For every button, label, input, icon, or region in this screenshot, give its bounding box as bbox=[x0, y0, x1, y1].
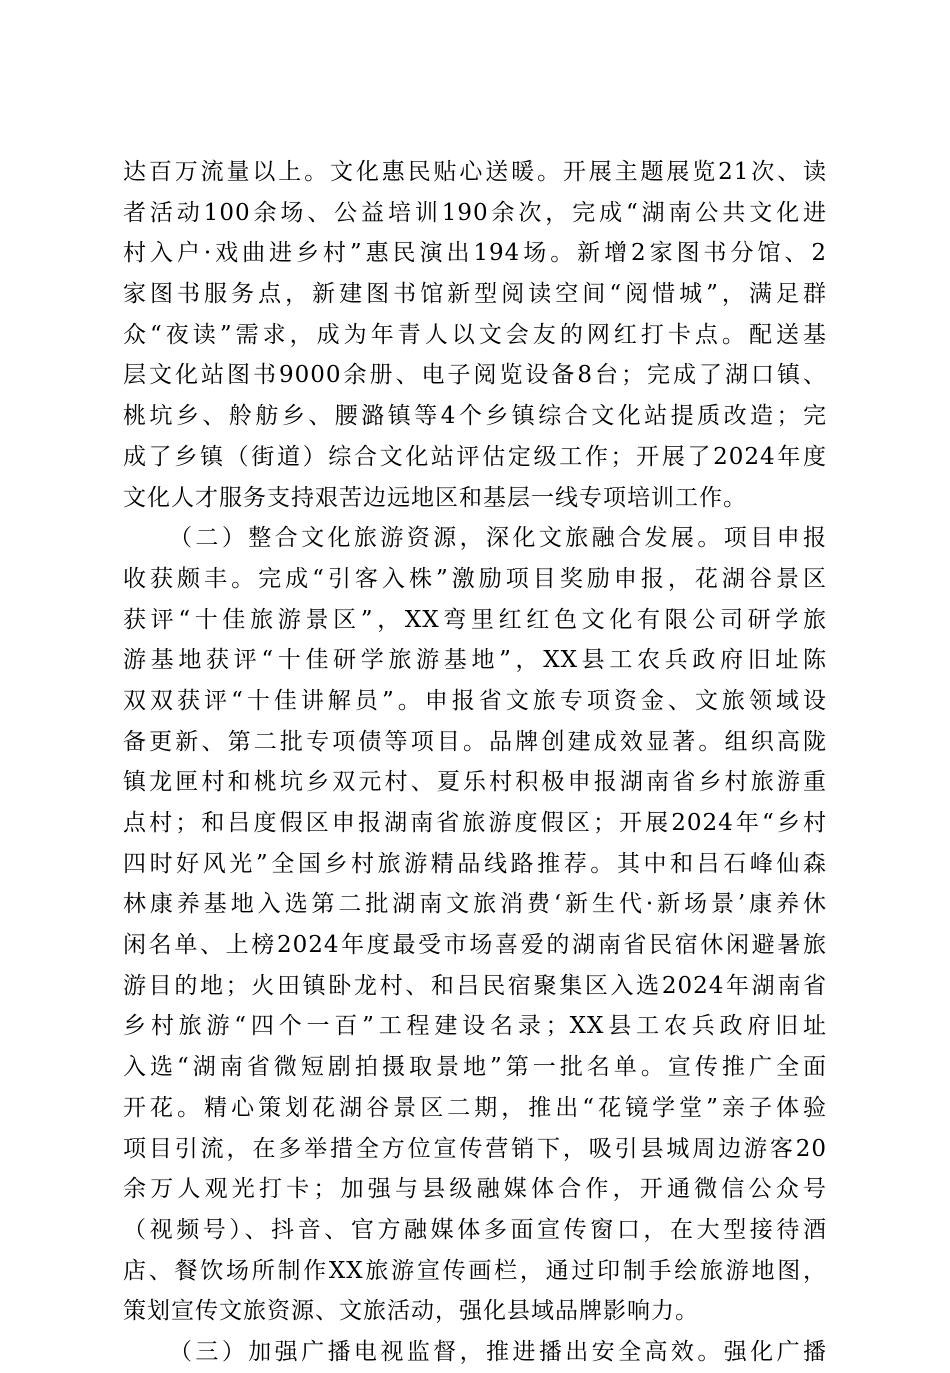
section-heading-line: （三）加强广播电视监督，推进播出安全高效。强化广播 bbox=[169, 1338, 827, 1365]
text-line: 游基地获评“十佳研学旅游基地”，XX县工农兵政府旧址陈 bbox=[123, 647, 827, 674]
text-line: 策划宣传文旅资源、文旅活动，强化县域品牌影响力。 bbox=[123, 1298, 699, 1325]
text-line: 获评“十佳旅游景区”，XX弯里红红色文化有限公司研学旅 bbox=[123, 606, 827, 633]
text-line: （视频号）、抖音、官方融媒体多面宣传窗口，在大型接待酒 bbox=[123, 1216, 827, 1243]
text-line: 四时好风光”全国乡村旅游精品线路推荐。其中和吕石峰仙森 bbox=[123, 850, 827, 877]
text-line: 成了乡镇（街道）综合文化站评估定级工作；开展了2024年度 bbox=[123, 443, 827, 470]
text-line: 乡村旅游“四个一百”工程建设名录；XX县工农兵政府旧址 bbox=[123, 1013, 827, 1040]
text-line: 双双获评“十佳讲解员”。申报省文旅专项资金、文旅领域设 bbox=[123, 687, 827, 714]
text-line: 项目引流，在多举措全方位宣传营销下，吸引县城周边游客20 bbox=[123, 1135, 827, 1162]
text-line: 林康养基地入选第二批湖南文旅消费‘新生代·新场景’康养休 bbox=[123, 891, 827, 918]
document-body bbox=[123, 152, 827, 1373]
text-line: 众“夜读”需求，成为年青人以文会友的网红打卡点。配送基 bbox=[123, 321, 827, 348]
text-line: 游目的地；火田镇卧龙村、和吕民宿聚集区入选2024年湖南省 bbox=[123, 972, 827, 999]
text-line: 文化人才服务支持艰苦边远地区和基层一线专项培训工作。 bbox=[123, 484, 747, 511]
text-line: 家图书服务点，新建图书馆新型阅读空间“阅惜城”，满足群 bbox=[123, 281, 827, 308]
text-line: 开花。精心策划花湖谷景区二期，推出“花镜学堂”亲子体验 bbox=[123, 1094, 827, 1121]
text-line: 者活动100余场、公益培训190余次，完成“湖南公共文化进 bbox=[123, 199, 827, 226]
text-line: 层文化站图书9000余册、电子阅览设备8台；完成了湖口镇、 bbox=[123, 362, 827, 389]
text-line: 村入户·戏曲进乡村”惠民演出194场。新增2家图书分馆、2 bbox=[123, 240, 827, 267]
text-line: 入选“湖南省微短剧拍摄取景地”第一批名单。宣传推广全面 bbox=[123, 1054, 827, 1081]
section-heading-line: （二）整合文化旅游资源，深化文旅融合发展。项目申报 bbox=[169, 525, 827, 552]
text-line: 备更新、第二批专项债等项目。品牌创建成效显著。组织高陇 bbox=[123, 728, 827, 755]
text-line: 闲名单、上榜2024年度最受市场喜爱的湖南省民宿休闲避暑旅 bbox=[123, 932, 827, 959]
text-line: 桃坑乡、舲舫乡、腰潞镇等4个乡镇综合文化站提质改造；完 bbox=[123, 403, 827, 430]
text-line: 达百万流量以上。文化惠民贴心送暖。开展主题展览21次、读 bbox=[123, 159, 827, 185]
text-line: 收获颇丰。完成“引客入株”激励项目奖励申报，花湖谷景区 bbox=[123, 565, 827, 592]
text-line: 店、餐饮场所制作XX旅游宣传画栏，通过印制手绘旅游地图， bbox=[123, 1257, 827, 1284]
text-line: 镇龙匣村和桃坑乡双元村、夏乐村积极申报湖南省乡村旅游重 bbox=[123, 769, 827, 796]
text-line: 余万人观光打卡；加强与县级融媒体合作，开通微信公众号 bbox=[123, 1176, 827, 1203]
text-line: 点村；和吕度假区申报湖南省旅游度假区；开展2024年“乡村 bbox=[123, 810, 827, 836]
